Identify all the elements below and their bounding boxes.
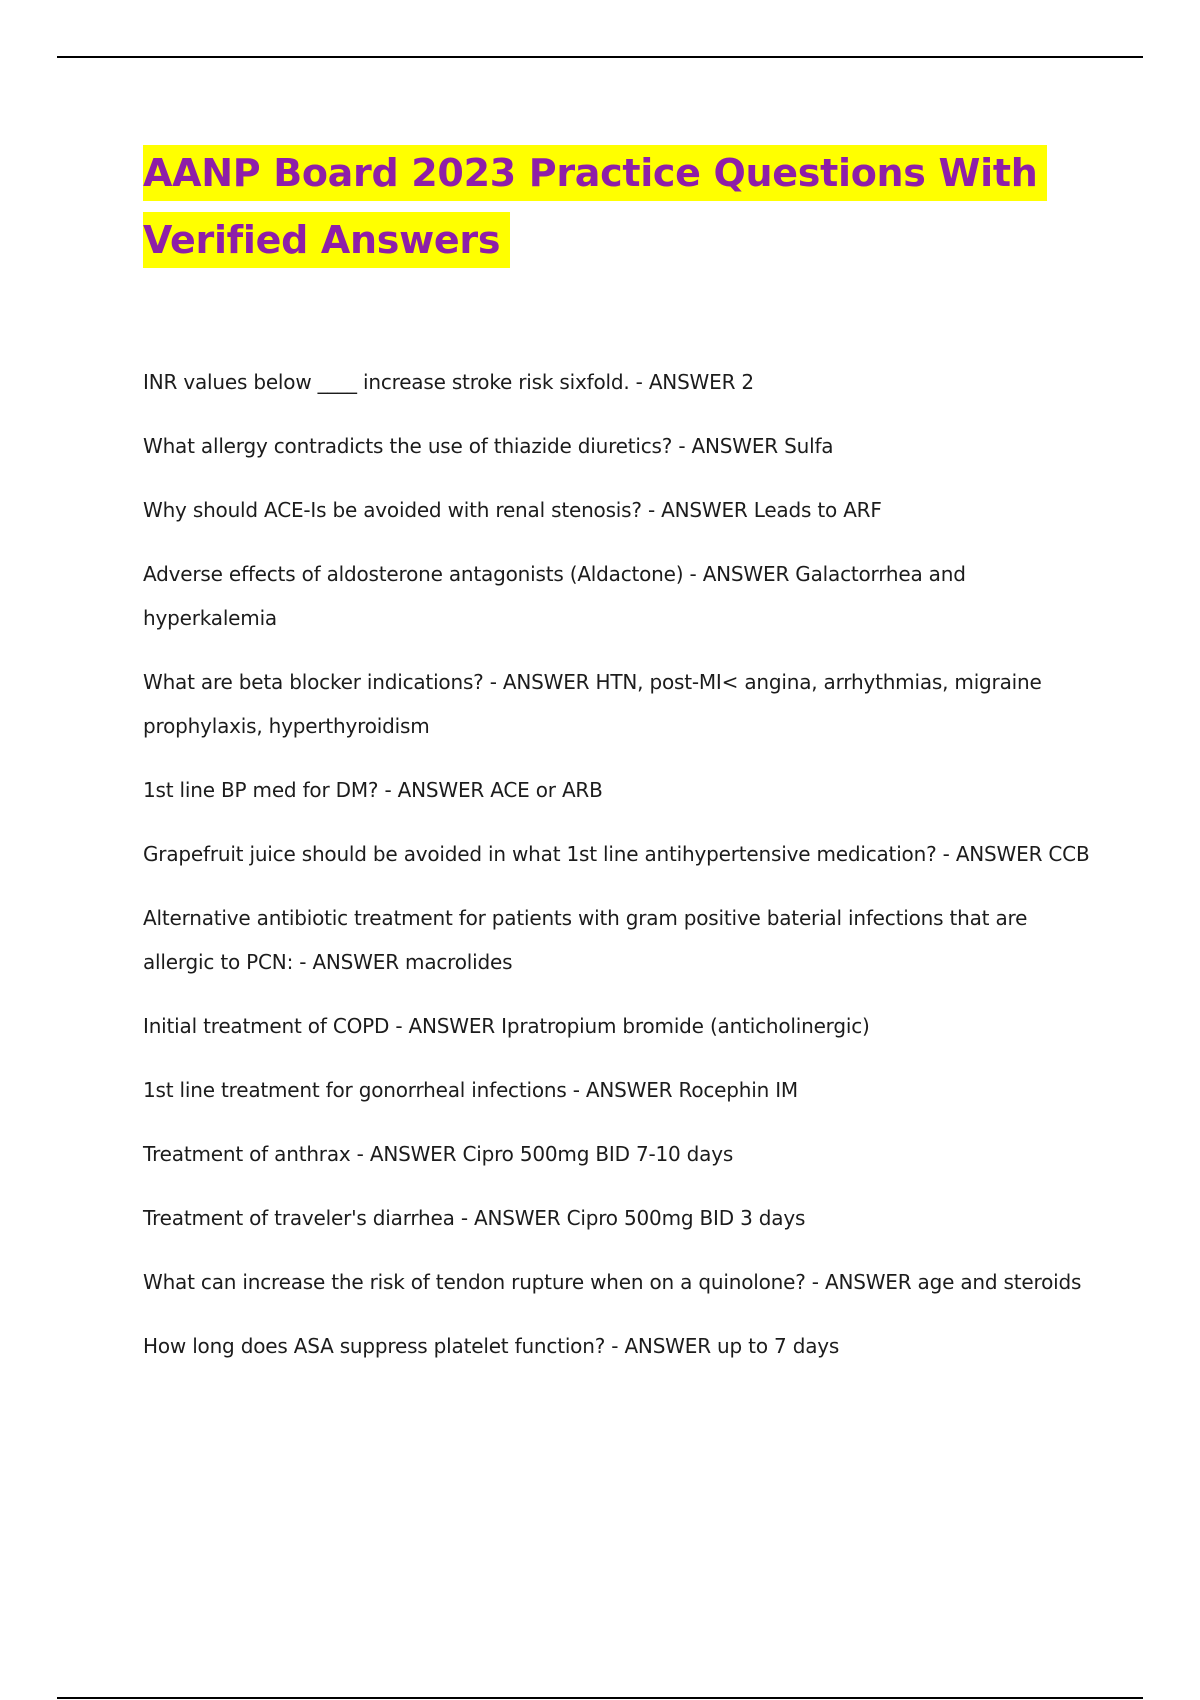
qa-item: 1st line BP med for DM? - ANSWER ACE or ARB	[143, 778, 603, 802]
qa-item: INR values below ____ increase stroke risk sixfold. - ANSWER 2	[143, 370, 754, 394]
qa-item: How long does ASA suppress platelet function? - ANSWER up to 7 days	[143, 1334, 840, 1358]
qa-item: What allergy contradicts the use of thiazide diuretics? - ANSWER Sulfa	[143, 434, 834, 458]
qa-item: What are beta blocker indications? - ANSWER HTN, post-MI< angina, arrhythmias, migraine prophylaxis, hyperthyroidism	[143, 670, 1042, 738]
qa-item: 1st line treatment for gonorrheal infections - ANSWER Rocephin IM	[143, 1078, 798, 1102]
header-rule	[57, 56, 1143, 58]
qa-item: Adverse effects of aldosterone antagonists (Aldactone) - ANSWER Galactorrhea and hyperkalemia	[143, 562, 966, 630]
qa-item: Why should ACE-Is be avoided with renal stenosis? - ANSWER Leads to ARF	[143, 498, 882, 522]
qa-item: Alternative antibiotic treatment for patients with gram positive baterial infections that are allergic to PCN: - ANSWER macrolides	[143, 906, 1028, 974]
qa-item: Treatment of anthrax - ANSWER Cipro 500mg BID 7-10 days	[143, 1142, 734, 1166]
qa-item: Initial treatment of COPD - ANSWER Ipratropium bromide (anticholinergic)	[143, 1014, 870, 1038]
document-title	[143, 140, 1093, 274]
footer-rule	[57, 1697, 1143, 1699]
qa-item: Grapefruit juice should be avoided in what 1st line antihypertensive medication? - ANSWER CCB	[143, 842, 1090, 866]
qa-list	[143, 360, 1093, 1388]
title-highlight: AANP Board 2023 Practice Questions With Verified Answers	[143, 145, 1047, 268]
qa-item: Treatment of traveler's diarrhea - ANSWER Cipro 500mg BID 3 days	[143, 1206, 806, 1230]
qa-item: What can increase the risk of tendon rupture when on a quinolone? - ANSWER age and steroids	[143, 1270, 1082, 1294]
